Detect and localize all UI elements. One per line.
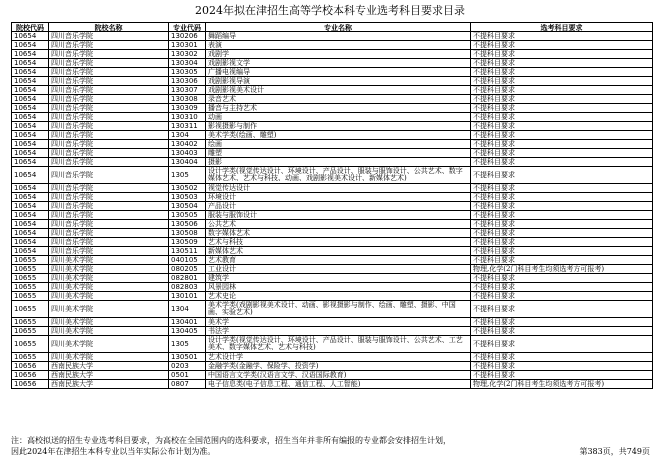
table-row bbox=[12, 158, 653, 167]
cell-school-name: 四川音乐学院 bbox=[49, 68, 169, 77]
cell-school-code: 10654 bbox=[12, 229, 49, 238]
table-row bbox=[12, 211, 653, 220]
cell-major-code: 130503 bbox=[169, 193, 206, 202]
cell-school-code: 10656 bbox=[12, 362, 49, 371]
table-row bbox=[12, 184, 653, 193]
cell-major-name: 雕塑 bbox=[206, 149, 471, 158]
cell-requirement: 不提科目要求 bbox=[471, 362, 653, 371]
cell-major-code: 130506 bbox=[169, 220, 206, 229]
cell-school-code: 10654 bbox=[12, 167, 49, 184]
cell-major-name: 产品设计 bbox=[206, 202, 471, 211]
cell-major-name: 数字媒体艺术 bbox=[206, 229, 471, 238]
cell-school-name: 四川音乐学院 bbox=[49, 238, 169, 247]
page-number: 第383页，共749页 bbox=[579, 447, 650, 456]
cell-school-name: 四川美术学院 bbox=[49, 265, 169, 274]
cell-major-code: 130504 bbox=[169, 202, 206, 211]
cell-major-name: 视觉传达设计 bbox=[206, 184, 471, 193]
cell-school-name: 四川音乐学院 bbox=[49, 95, 169, 104]
cell-major-code: 0501 bbox=[169, 371, 206, 380]
cell-school-name: 四川音乐学院 bbox=[49, 140, 169, 149]
cell-major-code: 130310 bbox=[169, 113, 206, 122]
cell-school-code: 10654 bbox=[12, 247, 49, 256]
cell-school-code: 10654 bbox=[12, 122, 49, 131]
cell-school-code: 10654 bbox=[12, 77, 49, 86]
cell-school-code: 10654 bbox=[12, 220, 49, 229]
table-row bbox=[12, 380, 653, 389]
cell-school-name: 四川音乐学院 bbox=[49, 247, 169, 256]
cell-requirement: 不提科目要求 bbox=[471, 247, 653, 256]
cell-school-name: 四川音乐学院 bbox=[49, 104, 169, 113]
cell-school-code: 10654 bbox=[12, 32, 49, 41]
cell-major-code: 130402 bbox=[169, 140, 206, 149]
cell-school-name: 四川音乐学院 bbox=[49, 184, 169, 193]
cell-requirement: 不提科目要求 bbox=[471, 140, 653, 149]
cell-school-code: 10655 bbox=[12, 274, 49, 283]
table-row bbox=[12, 292, 653, 301]
cell-requirement: 不提科目要求 bbox=[471, 158, 653, 167]
table-row bbox=[12, 68, 653, 77]
cell-major-code: 1304 bbox=[169, 301, 206, 318]
cell-major-name: 风景园林 bbox=[206, 283, 471, 292]
cell-major-code: 1305 bbox=[169, 167, 206, 184]
table-row bbox=[12, 167, 653, 184]
cell-major-code: 130501 bbox=[169, 353, 206, 362]
cell-school-name: 四川美术学院 bbox=[49, 327, 169, 336]
cell-school-code: 10654 bbox=[12, 59, 49, 68]
cell-school-name: 四川音乐学院 bbox=[49, 229, 169, 238]
cell-requirement: 不提科目要求 bbox=[471, 193, 653, 202]
cell-major-name: 舞蹈编导 bbox=[206, 32, 471, 41]
cell-major-name: 中国语言文学类(汉语言文学、汉语国际教育) bbox=[206, 371, 471, 380]
cell-major-name: 艺术教育 bbox=[206, 256, 471, 265]
cell-major-code: 130307 bbox=[169, 86, 206, 95]
cell-major-name: 广播电视编导 bbox=[206, 68, 471, 77]
cell-school-name: 四川音乐学院 bbox=[49, 41, 169, 50]
cell-requirement: 不提科目要求 bbox=[471, 131, 653, 140]
cell-major-name: 动画 bbox=[206, 113, 471, 122]
cell-school-code: 10655 bbox=[12, 318, 49, 327]
cell-major-name: 艺术史论 bbox=[206, 292, 471, 301]
cell-school-code: 10654 bbox=[12, 158, 49, 167]
cell-requirement: 不提科目要求 bbox=[471, 104, 653, 113]
cell-school-code: 10654 bbox=[12, 113, 49, 122]
cell-major-name: 录音艺术 bbox=[206, 95, 471, 104]
cell-requirement: 不提科目要求 bbox=[471, 292, 653, 301]
table-row bbox=[12, 336, 653, 353]
cell-school-name: 四川音乐学院 bbox=[49, 113, 169, 122]
table-body bbox=[12, 32, 653, 389]
cell-major-name: 戏剧学 bbox=[206, 50, 471, 59]
cell-requirement: 不提科目要求 bbox=[471, 122, 653, 131]
cell-school-name: 四川音乐学院 bbox=[49, 86, 169, 95]
cell-major-name: 戏剧影视导演 bbox=[206, 77, 471, 86]
cell-school-code: 10656 bbox=[12, 380, 49, 389]
cell-school-code: 10654 bbox=[12, 202, 49, 211]
table-row bbox=[12, 104, 653, 113]
cell-school-name: 四川美术学院 bbox=[49, 318, 169, 327]
cell-school-name: 四川音乐学院 bbox=[49, 202, 169, 211]
table-row bbox=[12, 301, 653, 318]
cell-major-name: 书法学 bbox=[206, 327, 471, 336]
cell-major-code: 130302 bbox=[169, 50, 206, 59]
cell-major-name: 服装与服饰设计 bbox=[206, 211, 471, 220]
cell-requirement: 不提科目要求 bbox=[471, 95, 653, 104]
cell-major-code: 130305 bbox=[169, 68, 206, 77]
cell-requirement: 不提科目要求 bbox=[471, 41, 653, 50]
table-row bbox=[12, 256, 653, 265]
table-row bbox=[12, 265, 653, 274]
cell-school-name: 四川音乐学院 bbox=[49, 50, 169, 59]
cell-major-code: 080205 bbox=[169, 265, 206, 274]
cell-major-code: 130404 bbox=[169, 158, 206, 167]
cell-requirement: 不提科目要求 bbox=[471, 59, 653, 68]
cell-major-code: 130308 bbox=[169, 95, 206, 104]
cell-school-code: 10654 bbox=[12, 68, 49, 77]
table-row bbox=[12, 202, 653, 211]
cell-school-name: 四川美术学院 bbox=[49, 256, 169, 265]
cell-major-name: 美术学类(戏剧影视美术设计、动画、影视摄影与制作、绘画、雕塑、摄影、中国画、实验艺术) bbox=[206, 301, 471, 318]
cell-major-code: 130401 bbox=[169, 318, 206, 327]
cell-school-code: 10654 bbox=[12, 149, 49, 158]
cell-school-name: 四川美术学院 bbox=[49, 353, 169, 362]
header-requirement: 选考科目要求 bbox=[471, 23, 653, 32]
footnote bbox=[11, 435, 571, 457]
cell-major-name: 摄影 bbox=[206, 158, 471, 167]
table-row bbox=[12, 353, 653, 362]
cell-major-name: 公共艺术 bbox=[206, 220, 471, 229]
table-row bbox=[12, 149, 653, 158]
table-row bbox=[12, 283, 653, 292]
footnote-line-2: 因此2024年在津招生本科专业以当年实际公布计划为准。 bbox=[11, 447, 216, 456]
cell-major-name: 艺术设计学 bbox=[206, 353, 471, 362]
table-row bbox=[12, 86, 653, 95]
cell-major-code: 130101 bbox=[169, 292, 206, 301]
cell-school-code: 10654 bbox=[12, 131, 49, 140]
cell-school-name: 四川音乐学院 bbox=[49, 131, 169, 140]
cell-school-code: 10654 bbox=[12, 95, 49, 104]
cell-major-code: 130206 bbox=[169, 32, 206, 41]
cell-school-code: 10654 bbox=[12, 104, 49, 113]
cell-major-name: 戏剧影视文学 bbox=[206, 59, 471, 68]
cell-requirement: 不提科目要求 bbox=[471, 149, 653, 158]
cell-school-code: 10655 bbox=[12, 265, 49, 274]
table-row bbox=[12, 220, 653, 229]
cell-major-code: 130301 bbox=[169, 41, 206, 50]
cell-major-name: 设计学类(视觉传达设计、环境设计、产品设计、服装与服饰设计、公共艺术、数字媒体艺术、艺术与科技、动画、戏剧影视美术设计、新媒体艺术) bbox=[206, 167, 471, 184]
cell-school-code: 10655 bbox=[12, 327, 49, 336]
cell-major-code: 0807 bbox=[169, 380, 206, 389]
cell-major-name: 电子信息类(电子信息工程、通信工程、人工智能) bbox=[206, 380, 471, 389]
cell-requirement: 不提科目要求 bbox=[471, 238, 653, 247]
table-row bbox=[12, 140, 653, 149]
cell-requirement: 不提科目要求 bbox=[471, 220, 653, 229]
cell-school-code: 10655 bbox=[12, 301, 49, 318]
cell-major-code: 130405 bbox=[169, 327, 206, 336]
table-row bbox=[12, 247, 653, 256]
cell-major-code: 130309 bbox=[169, 104, 206, 113]
cell-requirement: 不提科目要求 bbox=[471, 327, 653, 336]
cell-major-code: 0203 bbox=[169, 362, 206, 371]
cell-school-code: 10654 bbox=[12, 86, 49, 95]
table-row bbox=[12, 318, 653, 327]
cell-major-name: 环境设计 bbox=[206, 193, 471, 202]
cell-major-code: 130311 bbox=[169, 122, 206, 131]
cell-major-code: 082803 bbox=[169, 283, 206, 292]
cell-major-code: 1305 bbox=[169, 336, 206, 353]
cell-requirement: 不提科目要求 bbox=[471, 336, 653, 353]
cell-requirement: 不提科目要求 bbox=[471, 202, 653, 211]
cell-major-code: 082801 bbox=[169, 274, 206, 283]
table-row bbox=[12, 41, 653, 50]
cell-school-name: 四川音乐学院 bbox=[49, 158, 169, 167]
cell-major-name: 新媒体艺术 bbox=[206, 247, 471, 256]
cell-school-code: 10655 bbox=[12, 336, 49, 353]
cell-requirement: 不提科目要求 bbox=[471, 301, 653, 318]
cell-school-name: 四川音乐学院 bbox=[49, 149, 169, 158]
header-major-name: 专业名称 bbox=[206, 23, 471, 32]
table-row bbox=[12, 371, 653, 380]
header-school-name: 院校名称 bbox=[49, 23, 169, 32]
requirements-table bbox=[11, 22, 653, 389]
cell-requirement: 不提科目要求 bbox=[471, 184, 653, 193]
cell-school-name: 西南民族大学 bbox=[49, 371, 169, 380]
cell-school-name: 四川音乐学院 bbox=[49, 167, 169, 184]
cell-requirement: 不提科目要求 bbox=[471, 113, 653, 122]
cell-school-code: 10654 bbox=[12, 50, 49, 59]
cell-major-code: 130505 bbox=[169, 211, 206, 220]
cell-major-code: 130502 bbox=[169, 184, 206, 193]
cell-requirement: 不提科目要求 bbox=[471, 50, 653, 59]
cell-major-name: 金融学类(金融学、保险学、投资学) bbox=[206, 362, 471, 371]
cell-school-name: 四川音乐学院 bbox=[49, 193, 169, 202]
cell-major-code: 130403 bbox=[169, 149, 206, 158]
cell-requirement: 不提科目要求 bbox=[471, 318, 653, 327]
cell-major-code: 130511 bbox=[169, 247, 206, 256]
table-row bbox=[12, 113, 653, 122]
cell-school-code: 10655 bbox=[12, 256, 49, 265]
cell-requirement: 不提科目要求 bbox=[471, 283, 653, 292]
cell-requirement: 不提科目要求 bbox=[471, 77, 653, 86]
table-row bbox=[12, 50, 653, 59]
cell-school-name: 四川美术学院 bbox=[49, 301, 169, 318]
cell-major-name: 戏剧影视美术设计 bbox=[206, 86, 471, 95]
cell-school-code: 10655 bbox=[12, 283, 49, 292]
cell-school-name: 四川音乐学院 bbox=[49, 77, 169, 86]
cell-school-name: 四川美术学院 bbox=[49, 283, 169, 292]
table-row bbox=[12, 122, 653, 131]
cell-school-code: 10654 bbox=[12, 238, 49, 247]
cell-requirement: 不提科目要求 bbox=[471, 274, 653, 283]
cell-school-code: 10654 bbox=[12, 41, 49, 50]
header-major-code: 专业代码 bbox=[169, 23, 206, 32]
cell-major-name: 美术学类(绘画、雕塑) bbox=[206, 131, 471, 140]
table-row bbox=[12, 131, 653, 140]
cell-school-name: 四川音乐学院 bbox=[49, 122, 169, 131]
table-row bbox=[12, 274, 653, 283]
cell-requirement: 不提科目要求 bbox=[471, 353, 653, 362]
footnote-line-1: 注：高校拟送的招生专业选考科目要求，为高校在全国范围内的选科要求，招生当年并非所有编报的专业都会安排招生计划， bbox=[11, 436, 451, 445]
cell-school-name: 西南民族大学 bbox=[49, 380, 169, 389]
cell-major-code: 130508 bbox=[169, 229, 206, 238]
cell-school-name: 四川音乐学院 bbox=[49, 59, 169, 68]
cell-school-name: 四川美术学院 bbox=[49, 292, 169, 301]
page-title: 2024年拟在津招生高等学校本科专业选考科目要求目录 bbox=[195, 4, 465, 17]
cell-school-name: 四川音乐学院 bbox=[49, 32, 169, 41]
cell-school-name: 四川音乐学院 bbox=[49, 220, 169, 229]
cell-requirement: 不提科目要求 bbox=[471, 32, 653, 41]
cell-school-name: 四川音乐学院 bbox=[49, 211, 169, 220]
cell-major-code: 040105 bbox=[169, 256, 206, 265]
cell-major-name: 影视摄影与制作 bbox=[206, 122, 471, 131]
table-row bbox=[12, 238, 653, 247]
cell-requirement: 不提科目要求 bbox=[471, 167, 653, 184]
cell-school-code: 10654 bbox=[12, 211, 49, 220]
table-header-row bbox=[12, 23, 653, 32]
table-row bbox=[12, 327, 653, 336]
cell-major-name: 表演 bbox=[206, 41, 471, 50]
cell-school-code: 10654 bbox=[12, 140, 49, 149]
cell-major-name: 播音与主持艺术 bbox=[206, 104, 471, 113]
table-row bbox=[12, 77, 653, 86]
cell-school-name: 四川美术学院 bbox=[49, 336, 169, 353]
cell-school-name: 西南民族大学 bbox=[49, 362, 169, 371]
cell-requirement: 物理,化学(2门科目考生均须选考方可报考) bbox=[471, 265, 653, 274]
cell-school-code: 10655 bbox=[12, 353, 49, 362]
table-row bbox=[12, 362, 653, 371]
cell-major-code: 130304 bbox=[169, 59, 206, 68]
cell-major-name: 建筑学 bbox=[206, 274, 471, 283]
cell-requirement: 不提科目要求 bbox=[471, 371, 653, 380]
table-row bbox=[12, 59, 653, 68]
cell-major-code: 1304 bbox=[169, 131, 206, 140]
cell-major-name: 绘画 bbox=[206, 140, 471, 149]
cell-major-name: 美术学 bbox=[206, 318, 471, 327]
cell-requirement: 不提科目要求 bbox=[471, 68, 653, 77]
cell-requirement: 不提科目要求 bbox=[471, 256, 653, 265]
cell-school-name: 四川美术学院 bbox=[49, 274, 169, 283]
header-school-code: 院校代码 bbox=[12, 23, 49, 32]
cell-school-code: 10654 bbox=[12, 184, 49, 193]
cell-major-name: 设计学类(视觉传达设计、环境设计、产品设计、服装与服饰设计、公共艺术、工艺美术、数字媒体艺术、艺术与科技) bbox=[206, 336, 471, 353]
cell-school-code: 10654 bbox=[12, 193, 49, 202]
cell-school-code: 10655 bbox=[12, 292, 49, 301]
table-row bbox=[12, 229, 653, 238]
cell-requirement: 物理,化学(2门科目考生均须选考方可报考) bbox=[471, 380, 653, 389]
cell-requirement: 不提科目要求 bbox=[471, 86, 653, 95]
cell-requirement: 不提科目要求 bbox=[471, 211, 653, 220]
cell-major-name: 艺术与科技 bbox=[206, 238, 471, 247]
cell-school-code: 10656 bbox=[12, 371, 49, 380]
cell-major-name: 工业设计 bbox=[206, 265, 471, 274]
table-row bbox=[12, 95, 653, 104]
cell-major-code: 130306 bbox=[169, 77, 206, 86]
table-row bbox=[12, 32, 653, 41]
table-row bbox=[12, 193, 653, 202]
cell-major-code: 130509 bbox=[169, 238, 206, 247]
cell-requirement: 不提科目要求 bbox=[471, 229, 653, 238]
